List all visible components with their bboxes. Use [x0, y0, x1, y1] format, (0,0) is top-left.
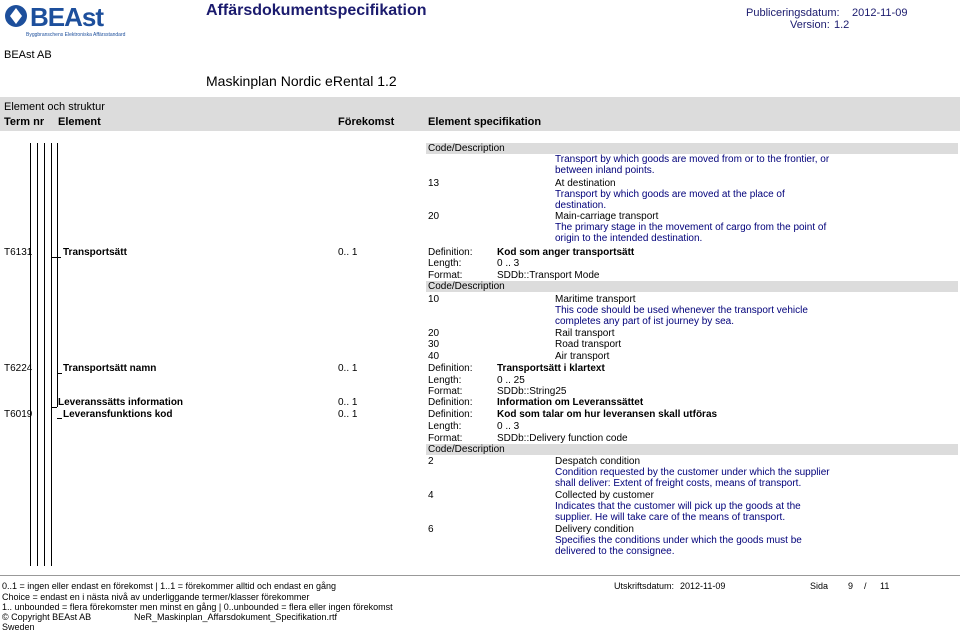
el-0-format: SDDb::Transport Mode — [497, 270, 600, 281]
top-code-2-code: 20 — [428, 211, 440, 222]
version-value: 1.2 — [834, 19, 850, 31]
el-0-definition: Kod som anger transportsätt — [497, 247, 635, 258]
el-0-code-3: 40 — [428, 351, 440, 362]
el-1-definition: Transportsätt i klartext — [497, 363, 605, 374]
el-2-occ: 0.. 1 — [338, 397, 358, 408]
logo-tagline: Byggbranschens Elektroniska Affärsstandard — [26, 32, 126, 38]
el-1-format-label: Format: — [428, 386, 463, 397]
print-date-label: Utskriftsdatum: — [614, 581, 675, 591]
el-0-def-label: Definition: — [428, 247, 473, 258]
el-0-code-0-line-2: completes any part of ist journey by sea. — [555, 316, 734, 327]
el-2-def-label: Definition: — [428, 397, 473, 408]
el-1-term: T6224 — [4, 363, 33, 374]
el-3-definition: Kod som talar om hur leveransen skall utföras — [497, 409, 718, 420]
el-3-format-label: Format: — [428, 433, 463, 444]
el-3-code-2-line-0: Delivery condition — [555, 524, 634, 535]
el-1-name: Transportsätt namn — [63, 363, 157, 374]
el-3-length: 0 .. 3 — [497, 421, 520, 432]
el-0-code-0-line-1: This code should be used whenever the transport vehicle — [555, 305, 808, 316]
print-date: 2012-11-09 — [680, 581, 726, 591]
footer-legend-1: 0..1 = ingen eller endast en förekomst | 1..1 = förekommer alltid och endast en gång — [2, 581, 337, 591]
footer-copyright: © Copyright BEAst AB — [2, 612, 92, 622]
top-code-0-line-0: Transport by which goods are moved from or to the frontier, or — [555, 154, 830, 165]
col-forekomst: Förekomst — [338, 116, 395, 128]
tree-line-1 — [30, 143, 31, 566]
top-code-0-line-1: between inland points. — [555, 165, 655, 176]
doc-title: Affärsdokumentspecifikation — [206, 2, 427, 19]
footer-legend-3: 1.. unbounded = flera förekomster men minst en gång | 0..unbounded = flera eller ingen förekomst — [2, 602, 393, 612]
tree-branch-leveransfunktions — [57, 418, 62, 419]
el-0-code-2-line-0: Road transport — [555, 339, 622, 350]
el-3-code-1: 4 — [428, 490, 434, 501]
el-3-code-desc-label: Code/Description — [428, 444, 505, 455]
el-3-format: SDDb::Delivery function code — [497, 433, 628, 444]
pub-date: 2012-11-09 — [852, 7, 908, 19]
footer-legend-2: Choice = endast en i nästa nivå av underliggande termer/klasser förekommer — [2, 592, 310, 602]
tree-branch-transportsatt — [51, 257, 61, 258]
company-name: BEAst AB — [4, 49, 52, 61]
el-3-term: T6019 — [4, 409, 33, 420]
col-term-nr: Term nr — [4, 116, 45, 128]
code-desc-band-el-0 — [426, 281, 958, 292]
code-desc-band-el-3 — [426, 444, 958, 455]
el-3-def-label: Definition: — [428, 409, 473, 420]
el-0-format-label: Format: — [428, 270, 463, 281]
el-0-length: 0 .. 3 — [497, 258, 520, 269]
logo-text: BEAst — [30, 2, 104, 32]
el-0-code-desc-label: Code/Description — [428, 281, 505, 292]
el-3-code-1-line-1: Indicates that the customer will pick up the goods at the — [555, 501, 801, 512]
el-0-code-1: 20 — [428, 328, 440, 339]
tree-branch-transportsatt-namn — [57, 373, 62, 374]
el-1-length: 0 .. 25 — [497, 375, 525, 386]
el-3-name: Leveransfunktions kod — [63, 409, 173, 420]
el-3-code-2-line-2: delivered to the consignee. — [555, 546, 675, 557]
col-element: Element — [58, 116, 101, 128]
top-code-1-line-1: Transport by which goods are moved at the place of — [555, 189, 785, 200]
tree-line-2 — [37, 143, 38, 566]
tree-branch-leveranssatts — [51, 407, 57, 408]
el-0-code-0: 10 — [428, 294, 440, 305]
el-3-length-label: Length: — [428, 421, 462, 432]
footer-filename: NeR_Maskinplan_Affarsdokument_Specifikation.rtf — [134, 612, 337, 622]
logo — [4, 2, 126, 42]
page-number: 9 — [848, 581, 854, 591]
el-3-code-1-line-0: Collected by customer — [555, 490, 654, 501]
page-total: 11 — [880, 581, 890, 591]
page-label: Sida — [810, 581, 829, 591]
el-1-format: SDDb::String25 — [497, 386, 567, 397]
el-3-code-1-line-2: supplier. He will take care of the means of transport. — [555, 512, 786, 523]
page-separator: / — [864, 581, 867, 591]
el-2-definition: Information om Leveranssättet — [497, 397, 644, 408]
code-desc-label-top: Code/Description — [428, 143, 505, 154]
code-desc-band-top — [426, 143, 958, 154]
el-1-def-label: Definition: — [428, 363, 473, 374]
doc-subtitle: Maskinplan Nordic eRental 1.2 — [206, 73, 397, 89]
el-3-code-0-line-0: Despatch condition — [555, 456, 641, 467]
version-label: Version: — [790, 19, 830, 31]
top-code-2-line-0: Main-carriage transport — [555, 211, 659, 222]
el-0-code-1-line-0: Rail transport — [555, 328, 615, 339]
el-3-code-0-line-2: shall deliver: Extent of freight costs, means of transport. — [555, 478, 802, 489]
top-code-1-code: 13 — [428, 178, 440, 189]
el-3-code-2-line-1: Specifies the conditions under which the goods must be — [555, 535, 802, 546]
tree-line-5 — [57, 143, 58, 407]
col-spec: Element specifikation — [428, 116, 542, 128]
top-code-1-line-2: destination. — [555, 200, 607, 211]
el-1-length-label: Length: — [428, 375, 462, 386]
el-2-name: Leveranssätts information — [58, 397, 184, 408]
el-3-occ: 0.. 1 — [338, 409, 358, 420]
el-0-name: Transportsätt — [63, 247, 127, 258]
el-0-code-0-line-0: Maritime transport — [555, 294, 636, 305]
el-3-code-2: 6 — [428, 524, 434, 535]
section-label: Element och struktur — [4, 101, 105, 113]
el-0-code-3-line-0: Air transport — [555, 351, 610, 362]
footer-country: Sweden — [2, 622, 35, 632]
el-3-code-0: 2 — [428, 456, 434, 467]
footer-divider — [0, 575, 960, 576]
el-0-occ: 0.. 1 — [338, 247, 358, 258]
tree-line-4 — [51, 143, 52, 566]
tree-line-3 — [44, 143, 45, 566]
el-0-term: T6131 — [4, 247, 33, 258]
top-code-2-line-1: The primary stage in the movement of cargo from the point of — [555, 222, 827, 233]
top-code-2-line-2: origin to the intended destination. — [555, 233, 703, 244]
el-0-length-label: Length: — [428, 258, 462, 269]
el-3-code-0-line-1: Condition requested by the customer under which the supplier — [555, 467, 830, 478]
pub-label: Publiceringsdatum: — [746, 7, 840, 19]
el-0-code-2: 30 — [428, 339, 440, 350]
el-1-occ: 0.. 1 — [338, 363, 358, 374]
top-code-1-line-0: At destination — [555, 178, 616, 189]
